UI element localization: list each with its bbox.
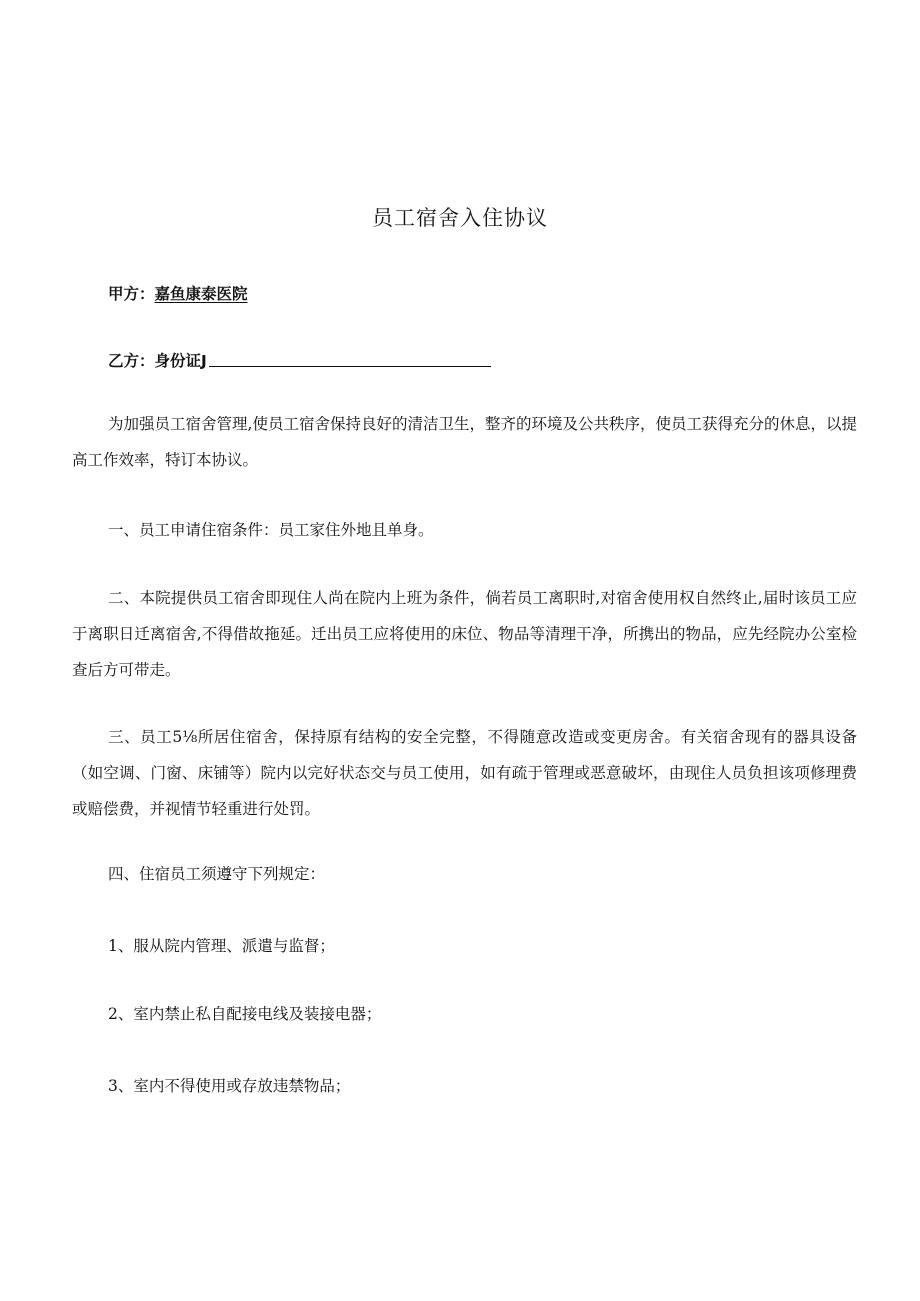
party-a-label: 甲方：	[108, 285, 155, 303]
intro-paragraph: 为加强员工宿舍管理,使员工宿舍保持良好的清洁卫生，整齐的环境及公共秩序，使员工获得充分的休息，以提高工作效率，特订本协议。	[72, 415, 857, 469]
rule-item: 3、室内不得使用或存放违禁物品；	[108, 1077, 351, 1095]
party-b-line	[108, 349, 491, 371]
party-a-value: 嘉鱼康泰医院	[154, 285, 248, 303]
party-b-id-blank	[209, 350, 491, 367]
clause-1: 一、员工申请住宿条件：员工家住外地且单身。	[108, 521, 434, 539]
clause-2: 二、本院提供员工宿舍即现住人尚在院内上班为条件，倘若员工离职时,对宿舍使用权自然终止,届时该员工应于离职日迁离宿舍,不得借故拖延。迁出员工应将使用的床位、物品等清理干净，所携出的物品，应先经院办公室检查后方可带走。	[72, 589, 857, 679]
document-title: 员工宿舍入住协议	[372, 206, 548, 230]
party-b-label: 乙方：身份证J	[108, 352, 207, 370]
rule-item: 2、室内禁止私自配接电线及装接电器；	[108, 1005, 382, 1023]
rule-item: 1、服从院内管理、派遣与监督；	[108, 937, 335, 955]
party-a-line	[108, 282, 248, 304]
clause-4: 四、住宿员工须遵守下列规定：	[108, 865, 326, 883]
clause-3: 三、员工5⅛所居住宿舍，保持原有结构的安全完整，不得随意改造或变更房舍。有关宿舍现有的器具设备（如空调、门窗、床铺等）院内以完好状态交与员工使用，如有疏于管理或恶意破坏，由现住人员负担该项修理费或赔偿费，并视情节轻重进行处罚。	[72, 728, 857, 818]
